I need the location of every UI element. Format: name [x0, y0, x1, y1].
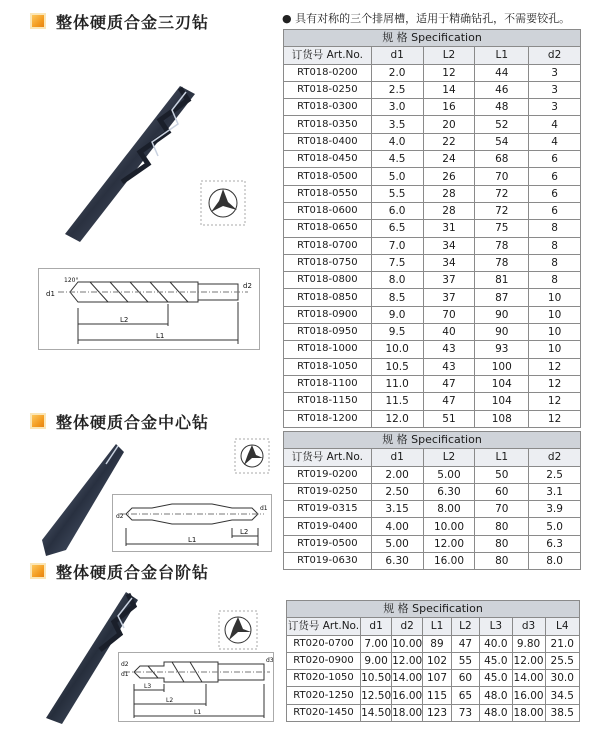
spec-value-cell: 12.0 — [371, 410, 423, 427]
table-row — [284, 64, 581, 81]
table-row — [284, 553, 581, 570]
col-header: d2 — [529, 47, 581, 64]
spec-value-cell: 22 — [423, 133, 475, 150]
spec-value-cell: 72 — [475, 202, 529, 219]
spec-value-cell: 80 — [475, 518, 529, 535]
spec-value-cell: 45.0 — [480, 652, 513, 669]
svg-text:d2: d2 — [121, 661, 129, 668]
col-header: 订货号 Art.No. — [284, 47, 372, 64]
spec-value-cell: 40 — [423, 324, 475, 341]
table-row — [284, 168, 581, 185]
svg-text:120°: 120° — [64, 277, 79, 284]
spec-value-cell: 20 — [423, 116, 475, 133]
three-flute-drill-photo — [40, 80, 200, 250]
spec-value-cell: 108 — [475, 410, 529, 427]
spec-value-cell: 7.00 — [361, 635, 392, 652]
step-drill-technical-drawing — [118, 652, 274, 722]
spec-value-cell: 68 — [475, 151, 529, 168]
table-row — [284, 99, 581, 116]
spec-value-cell: 6.5 — [371, 220, 423, 237]
spec-value-cell: 12.50 — [361, 687, 392, 704]
svg-text:L2: L2 — [120, 316, 129, 324]
art-no-cell: RT018-0950 — [284, 324, 372, 341]
art-no-cell: RT018-0200 — [284, 64, 372, 81]
table-row — [284, 483, 581, 500]
spec-value-cell: 31 — [423, 220, 475, 237]
col-header: L2 — [423, 449, 475, 466]
table-row — [287, 652, 580, 669]
art-no-cell: RT018-0600 — [284, 202, 372, 219]
art-no-cell: RT018-0500 — [284, 168, 372, 185]
spec-value-cell: 5.00 — [371, 535, 423, 552]
spec-value-cell: 8.0 — [529, 553, 581, 570]
spec-value-cell: 47 — [451, 635, 479, 652]
spec-value-cell: 51 — [423, 410, 475, 427]
spec-header: 规 格 Specification — [284, 432, 581, 449]
table-row — [284, 116, 581, 133]
spec-value-cell: 24 — [423, 151, 475, 168]
spec-value-cell: 12.00 — [512, 652, 545, 669]
spec-value-cell: 8.5 — [371, 289, 423, 306]
spec-value-cell: 7.5 — [371, 254, 423, 271]
art-no-cell: RT018-0700 — [284, 237, 372, 254]
feature-note: ● 具有对称的三个排屑槽，适用于精确钻孔，不需要铰孔。 — [282, 12, 571, 25]
table-row — [284, 272, 581, 289]
spec-value-cell: 50 — [475, 466, 529, 483]
section-title-text: 整体硬质合金三刃钻 — [56, 12, 210, 32]
spec-value-cell: 25.5 — [545, 652, 580, 669]
spec-value-cell: 3.0 — [371, 99, 423, 116]
svg-text:L1: L1 — [156, 332, 165, 340]
col-header: d1 — [371, 449, 423, 466]
art-no-cell: RT018-0250 — [284, 81, 372, 98]
center-drill-spec-table — [283, 431, 581, 570]
spec-value-cell: 28 — [423, 202, 475, 219]
spec-value-cell: 30.0 — [545, 670, 580, 687]
col-header: 订货号 Art.No. — [284, 449, 372, 466]
spec-value-cell: 26 — [423, 168, 475, 185]
spec-value-cell: 4.0 — [371, 133, 423, 150]
svg-text:d2: d2 — [116, 513, 124, 520]
center-drill-technical-drawing — [112, 494, 272, 552]
art-no-cell: RT018-1150 — [284, 393, 372, 410]
spec-value-cell: 5.5 — [371, 185, 423, 202]
col-header: L4 — [545, 618, 580, 635]
spec-value-cell: 11.5 — [371, 393, 423, 410]
table-row — [284, 410, 581, 427]
spec-value-cell: 9.0 — [371, 306, 423, 323]
section-bullet-icon — [30, 563, 46, 579]
spec-value-cell: 6.3 — [529, 535, 581, 552]
col-header: L2 — [423, 47, 475, 64]
table-row — [284, 133, 581, 150]
art-no-cell: RT018-1100 — [284, 375, 372, 392]
section-title-step-drill — [30, 560, 209, 582]
table-row — [284, 375, 581, 392]
spec-value-cell: 16.00 — [423, 553, 475, 570]
spec-value-cell: 10.0 — [371, 341, 423, 358]
spec-value-cell: 60 — [475, 483, 529, 500]
spec-value-cell: 78 — [475, 237, 529, 254]
spec-value-cell: 70 — [475, 501, 529, 518]
spec-value-cell: 70 — [475, 168, 529, 185]
spec-value-cell: 2.0 — [371, 64, 423, 81]
col-header: d1 — [361, 618, 392, 635]
table-row — [284, 393, 581, 410]
art-no-cell: RT018-0650 — [284, 220, 372, 237]
art-no-cell: RT018-0400 — [284, 133, 372, 150]
spec-value-cell: 10.50 — [361, 670, 392, 687]
spec-value-cell: 16 — [423, 99, 475, 116]
spec-value-cell: 43 — [423, 341, 475, 358]
table-row — [284, 535, 581, 552]
table-row — [287, 704, 580, 721]
spec-value-cell: 12 — [529, 410, 581, 427]
spec-value-cell: 80 — [475, 553, 529, 570]
spec-value-cell: 6 — [529, 185, 581, 202]
spec-value-cell: 104 — [475, 393, 529, 410]
spec-value-cell: 12 — [423, 64, 475, 81]
svg-text:L3: L3 — [144, 683, 152, 690]
table-row — [287, 687, 580, 704]
spec-value-cell: 34 — [423, 237, 475, 254]
art-no-cell: RT018-0350 — [284, 116, 372, 133]
spec-value-cell: 3.15 — [371, 501, 423, 518]
spec-value-cell: 123 — [423, 704, 452, 721]
spec-value-cell: 8.0 — [371, 272, 423, 289]
table-row — [284, 306, 581, 323]
spec-value-cell: 48.0 — [480, 687, 513, 704]
spec-value-cell: 4.5 — [371, 151, 423, 168]
spec-value-cell: 12.00 — [423, 535, 475, 552]
art-no-cell: RT018-0550 — [284, 185, 372, 202]
spec-value-cell: 78 — [475, 254, 529, 271]
spec-value-cell: 5.0 — [529, 518, 581, 535]
spec-value-cell: 5.0 — [371, 168, 423, 185]
spec-value-cell: 10 — [529, 324, 581, 341]
art-no-cell: RT020-1450 — [287, 704, 361, 721]
spec-value-cell: 47 — [423, 375, 475, 392]
spec-value-cell: 43 — [423, 358, 475, 375]
art-no-cell: RT019-0400 — [284, 518, 372, 535]
art-no-cell: RT018-1200 — [284, 410, 372, 427]
spec-value-cell: 73 — [451, 704, 479, 721]
art-no-cell: RT020-1050 — [287, 670, 361, 687]
table-row — [287, 635, 580, 652]
art-no-cell: RT019-0315 — [284, 501, 372, 518]
art-no-cell: RT018-1050 — [284, 358, 372, 375]
spec-value-cell: 21.0 — [545, 635, 580, 652]
svg-text:d1: d1 — [121, 671, 129, 678]
spec-value-cell: 16.00 — [512, 687, 545, 704]
spec-value-cell: 5.00 — [423, 466, 475, 483]
spec-value-cell: 60 — [451, 670, 479, 687]
spec-value-cell: 8.00 — [423, 501, 475, 518]
step-drill-spec-table — [286, 600, 580, 722]
spec-value-cell: 8 — [529, 254, 581, 271]
spec-value-cell: 10 — [529, 341, 581, 358]
svg-text:L1: L1 — [188, 536, 197, 544]
spec-value-cell: 18.00 — [512, 704, 545, 721]
table-row — [287, 670, 580, 687]
spec-value-cell: 90 — [475, 306, 529, 323]
spec-value-cell: 14.00 — [512, 670, 545, 687]
art-no-cell: RT019-0200 — [284, 466, 372, 483]
table-row — [284, 151, 581, 168]
spec-value-cell: 48 — [475, 99, 529, 116]
spec-value-cell: 87 — [475, 289, 529, 306]
spec-value-cell: 115 — [423, 687, 452, 704]
table-row — [284, 341, 581, 358]
spec-value-cell: 3.5 — [371, 116, 423, 133]
spec-value-cell: 8 — [529, 237, 581, 254]
art-no-cell: RT020-1250 — [287, 687, 361, 704]
spec-value-cell: 10.00 — [392, 635, 423, 652]
table-row — [284, 358, 581, 375]
col-header: L2 — [451, 618, 479, 635]
art-no-cell: RT018-0450 — [284, 151, 372, 168]
spec-value-cell: 10.00 — [423, 518, 475, 535]
col-header: d1 — [371, 47, 423, 64]
col-header: L1 — [475, 47, 529, 64]
spec-value-cell: 34.5 — [545, 687, 580, 704]
spec-value-cell: 3 — [529, 81, 581, 98]
spec-value-cell: 102 — [423, 652, 452, 669]
col-header: L3 — [480, 618, 513, 635]
spec-value-cell: 70 — [423, 306, 475, 323]
spec-value-cell: 9.80 — [512, 635, 545, 652]
spec-value-cell: 90 — [475, 324, 529, 341]
spec-value-cell: 12 — [529, 375, 581, 392]
table-row — [284, 466, 581, 483]
spec-value-cell: 4 — [529, 116, 581, 133]
svg-text:d2: d2 — [243, 282, 252, 290]
table-row — [284, 501, 581, 518]
spec-value-cell: 72 — [475, 185, 529, 202]
art-no-cell: RT018-0750 — [284, 254, 372, 271]
spec-value-cell: 100 — [475, 358, 529, 375]
spec-value-cell: 3 — [529, 99, 581, 116]
art-no-cell: RT018-0900 — [284, 306, 372, 323]
section-bullet-icon — [30, 13, 46, 29]
art-no-cell: RT018-1000 — [284, 341, 372, 358]
table-row — [284, 220, 581, 237]
table-row — [284, 81, 581, 98]
spec-value-cell: 8 — [529, 220, 581, 237]
spec-value-cell: 89 — [423, 635, 452, 652]
art-no-cell: RT020-0900 — [287, 652, 361, 669]
spec-value-cell: 28 — [423, 185, 475, 202]
table-row — [284, 202, 581, 219]
three-flute-section-icon — [200, 180, 246, 226]
spec-value-cell: 6.0 — [371, 202, 423, 219]
col-header: L1 — [423, 618, 452, 635]
art-no-cell: RT019-0500 — [284, 535, 372, 552]
section-title-text: 整体硬质合金中心钻 — [56, 412, 210, 432]
spec-value-cell: 45.0 — [480, 670, 513, 687]
spec-value-cell: 4 — [529, 133, 581, 150]
spec-value-cell: 14.50 — [361, 704, 392, 721]
table-row — [284, 324, 581, 341]
table-row — [284, 185, 581, 202]
section-title-three-flute — [30, 10, 209, 32]
svg-text:L1: L1 — [194, 709, 202, 716]
spec-value-cell: 14.00 — [392, 670, 423, 687]
art-no-cell: RT020-0700 — [287, 635, 361, 652]
spec-value-cell: 7.0 — [371, 237, 423, 254]
spec-value-cell: 3.9 — [529, 501, 581, 518]
svg-text:d3: d3 — [266, 657, 274, 664]
spec-value-cell: 40.0 — [480, 635, 513, 652]
spec-value-cell: 80 — [475, 535, 529, 552]
art-no-cell: RT018-0300 — [284, 99, 372, 116]
spec-value-cell: 54 — [475, 133, 529, 150]
spec-value-cell: 16.00 — [392, 687, 423, 704]
spec-value-cell: 4.00 — [371, 518, 423, 535]
spec-value-cell: 6.30 — [371, 553, 423, 570]
spec-value-cell: 107 — [423, 670, 452, 687]
spec-value-cell: 18.00 — [392, 704, 423, 721]
spec-value-cell: 55 — [451, 652, 479, 669]
spec-value-cell: 37 — [423, 272, 475, 289]
spec-value-cell: 2.00 — [371, 466, 423, 483]
svg-text:L2: L2 — [166, 697, 174, 704]
spec-header: 规 格 Specification — [284, 30, 581, 47]
spec-value-cell: 12 — [529, 393, 581, 410]
spec-value-cell: 46 — [475, 81, 529, 98]
spec-value-cell: 6 — [529, 168, 581, 185]
spec-value-cell: 93 — [475, 341, 529, 358]
spec-value-cell: 8 — [529, 272, 581, 289]
col-header: d2 — [529, 449, 581, 466]
spec-value-cell: 2.5 — [371, 81, 423, 98]
spec-value-cell: 10 — [529, 289, 581, 306]
col-header: d3 — [512, 618, 545, 635]
spec-value-cell: 9.5 — [371, 324, 423, 341]
spec-value-cell: 3 — [529, 64, 581, 81]
spec-value-cell: 75 — [475, 220, 529, 237]
spec-value-cell: 9.00 — [361, 652, 392, 669]
spec-value-cell: 37 — [423, 289, 475, 306]
art-no-cell: RT018-0850 — [284, 289, 372, 306]
spec-value-cell: 3.1 — [529, 483, 581, 500]
col-header: L1 — [475, 449, 529, 466]
section-title-text: 整体硬质合金台阶钻 — [56, 562, 210, 582]
spec-value-cell: 104 — [475, 375, 529, 392]
spec-value-cell: 6 — [529, 202, 581, 219]
three-flute-spec-table — [283, 29, 581, 428]
spec-value-cell: 14 — [423, 81, 475, 98]
spec-value-cell: 48.0 — [480, 704, 513, 721]
table-row — [284, 237, 581, 254]
spec-value-cell: 6.30 — [423, 483, 475, 500]
svg-text:L2: L2 — [240, 528, 249, 536]
art-no-cell: RT019-0250 — [284, 483, 372, 500]
spec-value-cell: 52 — [475, 116, 529, 133]
spec-value-cell: 6 — [529, 151, 581, 168]
spec-value-cell: 12.00 — [392, 652, 423, 669]
table-row — [284, 289, 581, 306]
svg-text:d1: d1 — [260, 505, 268, 512]
center-drill-section-icon — [234, 438, 270, 474]
art-no-cell: RT019-0630 — [284, 553, 372, 570]
three-flute-technical-drawing — [38, 268, 260, 350]
spec-value-cell: 47 — [423, 393, 475, 410]
spec-value-cell: 38.5 — [545, 704, 580, 721]
section-title-center-drill — [30, 410, 209, 432]
spec-value-cell: 10 — [529, 306, 581, 323]
spec-value-cell: 44 — [475, 64, 529, 81]
section-bullet-icon — [30, 413, 46, 429]
spec-value-cell: 11.0 — [371, 375, 423, 392]
col-header: 订货号 Art.No. — [287, 618, 361, 635]
spec-header: 规 格 Specification — [287, 601, 580, 618]
spec-value-cell: 81 — [475, 272, 529, 289]
art-no-cell: RT018-0800 — [284, 272, 372, 289]
spec-value-cell: 34 — [423, 254, 475, 271]
col-header: d2 — [392, 618, 423, 635]
spec-value-cell: 2.50 — [371, 483, 423, 500]
spec-value-cell: 65 — [451, 687, 479, 704]
table-row — [284, 254, 581, 271]
svg-text:d1: d1 — [46, 290, 55, 298]
table-row — [284, 518, 581, 535]
step-drill-section-icon — [218, 610, 258, 650]
spec-value-cell: 10.5 — [371, 358, 423, 375]
spec-value-cell: 2.5 — [529, 466, 581, 483]
spec-value-cell: 12 — [529, 358, 581, 375]
